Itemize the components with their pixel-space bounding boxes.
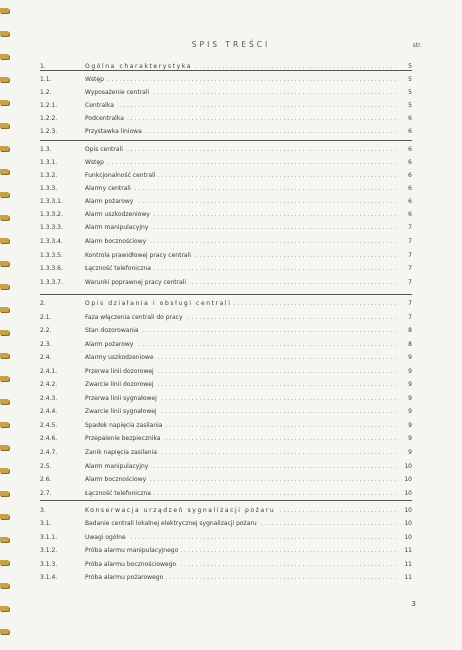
toc-entry-title: Wstęp: [85, 159, 107, 166]
toc-entry: [40, 448, 412, 458]
toc-entry-page: 5: [408, 102, 412, 109]
toc-entry-page: 9: [408, 395, 412, 402]
toc-entry: [40, 475, 412, 485]
toc-entry-page: 10: [404, 490, 412, 497]
page-column-header: str.: [412, 42, 422, 49]
toc-entry-title: Alarmy uszkodzeniowe: [85, 354, 157, 361]
toc-entry-title: Przerwa linii sygnałowej: [85, 395, 160, 402]
toc-entry-page: 6: [408, 146, 412, 153]
toc-entry-title: Zwarcie linii sygnałowej: [85, 408, 160, 415]
toc-entry-title: Konserwacja urządzeń sygnalizacji pożaru: [85, 507, 278, 514]
leader-dots: [85, 75, 398, 85]
toc-entry-title: Alarm bocznościowy: [85, 238, 149, 245]
toc-entry: [40, 533, 412, 543]
toc-entry-page: 9: [408, 368, 412, 375]
toc-entry-page: 5: [408, 63, 412, 70]
toc-entry-page: 7: [408, 279, 412, 286]
toc-entry-page: 6: [408, 159, 412, 166]
toc-entry-title: Alarm manipulacyjny: [85, 224, 151, 231]
toc-entry-title: Łączność telefoniczna: [85, 490, 154, 497]
toc-entry-title: Podcentralka: [85, 115, 127, 122]
toc-entry: [40, 75, 412, 85]
toc-entry-number: 1.3.3.1.: [40, 198, 63, 205]
toc-entry-page: 5: [408, 76, 412, 83]
toc-entry: [40, 353, 412, 363]
toc-entry: [40, 251, 412, 261]
toc-entry: [40, 127, 412, 137]
toc-entry-title: Próba alarmu pożarowego: [85, 574, 166, 581]
toc-entry: [40, 421, 412, 431]
toc-entry-page: 7: [408, 224, 412, 231]
toc-entry-page: 11: [404, 574, 412, 581]
leader-dots: [85, 145, 398, 155]
toc-entry-number: 1.3.3.3.: [40, 224, 63, 231]
toc-entry-title: Centralka: [85, 102, 117, 109]
toc-entry: [40, 462, 412, 472]
toc-entry-number: 1.3.3.6.: [40, 265, 63, 272]
toc-entry-number: 2.4.7.: [40, 449, 58, 456]
toc-entry-title: Zwarcie linii dozorowej: [85, 381, 157, 388]
toc-entry: [40, 88, 412, 98]
toc-entry-number: 3.1.1.: [40, 534, 58, 541]
toc-entry-page: 6: [408, 198, 412, 205]
toc-entry-title: Badanie centrali lokalnej elektrycznej sygnalizacji pożaru: [85, 520, 260, 527]
toc-entry: [40, 264, 412, 274]
toc-entry-title: Ogólna charakterystyka: [85, 63, 195, 70]
toc-entry-title: Opis centrali: [85, 146, 126, 153]
toc-entry-page: 6: [408, 172, 412, 179]
toc-entry-title: Faza włączenia centrali do pracy: [85, 314, 186, 321]
toc-entry: [40, 326, 412, 336]
toc-entry-page: 7: [408, 265, 412, 272]
page-number: 3: [411, 600, 416, 608]
toc-entry-number: 2.4.1.: [40, 368, 58, 375]
toc-entry-title: Przystawka liniowa: [85, 128, 145, 135]
toc-entry-number: 2.1.: [40, 314, 52, 321]
toc-entry-number: 2.: [40, 300, 46, 307]
toc-entry-number: 1.3.3.7.: [40, 279, 63, 286]
toc-entry-number: 2.6.: [40, 476, 52, 483]
toc-entry-number: 2.4.6.: [40, 435, 58, 442]
toc-entry-title: Próba alarmu bocznościowego: [85, 561, 179, 568]
toc-entry-page: 8: [408, 341, 412, 348]
toc-entry-page: 7: [408, 300, 412, 307]
toc-entry: [40, 171, 412, 181]
toc-entry-title: Stan dozorowania: [85, 327, 142, 334]
toc-entry-title: Alarm bocznościowy: [85, 476, 149, 483]
toc-entry: [40, 278, 412, 288]
toc-entry-number: 1.2.: [40, 89, 52, 96]
toc-entry: [40, 237, 412, 247]
toc-entry-number: 2.3.: [40, 341, 52, 348]
toc-entry: [40, 506, 412, 516]
toc-entry-title: Alarm pożarowy: [85, 198, 136, 205]
toc-entry-title: Alarm uszkodzeniowy: [85, 211, 153, 218]
page-title: SPIS TREŚCI: [191, 40, 271, 49]
toc-entry-number: 1.3.3.4.: [40, 238, 63, 245]
toc-entry-page: 9: [408, 381, 412, 388]
toc-entry-number: 2.4.: [40, 354, 52, 361]
toc-entry-number: 1.3.1.: [40, 159, 58, 166]
toc-entry-title: Funkcjonalność centrali: [85, 172, 158, 179]
toc-entry: [40, 210, 412, 220]
toc-entry: [40, 573, 412, 583]
toc-entry: [40, 407, 412, 417]
toc-entry-number: 2.4.3.: [40, 395, 58, 402]
toc-entry: [40, 519, 412, 529]
leader-dots: [85, 158, 398, 168]
toc-entry-number: 3.1.2.: [40, 547, 58, 554]
toc-entry-page: 9: [408, 449, 412, 456]
toc-entry-number: 1.3.3.5.: [40, 252, 63, 259]
toc-entry-page: 9: [408, 408, 412, 415]
toc-entry: [40, 158, 412, 168]
toc-entry: [40, 145, 412, 155]
toc-entry-number: 3.1.: [40, 520, 52, 527]
toc-entry-title: Warunki poprawnej pracy centrali: [85, 279, 189, 286]
toc-entry-title: Alarm pożarowy: [85, 341, 136, 348]
toc-entry-title: Spadek napięcia zasilania: [85, 422, 165, 429]
toc-entry-title: Łączność telefoniczna: [85, 265, 154, 272]
toc-entry-title: Opis działania i obsługi centrali: [85, 300, 234, 307]
toc-entry-title: Zanik napięcia zasilania: [85, 449, 160, 456]
toc-entry-number: 3.: [40, 507, 46, 514]
toc-entry-page: 11: [404, 547, 412, 554]
toc-entry-number: 1.3.3.: [40, 185, 58, 192]
toc-entry-number: 1.3.3.2.: [40, 211, 63, 218]
toc-entry-page: 9: [408, 422, 412, 429]
toc-entry-title: Alarm manipulacyjny: [85, 463, 151, 470]
toc-entry-page: 10: [404, 534, 412, 541]
toc-entry-number: 2.4.4.: [40, 408, 58, 415]
toc-entry: [40, 197, 412, 207]
toc-entry: [40, 62, 412, 72]
toc-entry-page: 6: [408, 211, 412, 218]
toc-entry-page: 7: [408, 238, 412, 245]
toc-entry-page: 5: [408, 89, 412, 96]
toc-entry: [40, 184, 412, 194]
toc-entry-page: 7: [408, 314, 412, 321]
toc-entry-page: 11: [404, 561, 412, 568]
toc-entry-title: Uwagi ogólne: [85, 534, 129, 541]
toc-entry-number: 2.4.2.: [40, 381, 58, 388]
toc-entry-page: 10: [404, 463, 412, 470]
toc-entry: [40, 340, 412, 350]
toc-entry: [40, 546, 412, 556]
toc-entry-number: 2.5.: [40, 463, 52, 470]
toc-entry-number: 2.7.: [40, 490, 52, 497]
toc-entry-number: 1.2.1.: [40, 102, 58, 109]
toc-entry: [40, 560, 412, 570]
toc-entry-page: 8: [408, 327, 412, 334]
toc-entry: [40, 489, 412, 499]
toc-entry-number: 1.3.2.: [40, 172, 58, 179]
toc-entry: [40, 434, 412, 444]
toc-entry-page: 10: [404, 507, 412, 514]
toc-entry-title: Kontrola prawidłowej pracy centrali: [85, 252, 194, 259]
toc-entry-page: 9: [408, 354, 412, 361]
toc-entry: [40, 101, 412, 111]
toc-entry: [40, 114, 412, 124]
toc-entry-page: 10: [404, 476, 412, 483]
toc-entry-page: 7: [408, 252, 412, 259]
toc-entry-number: 1.2.2.: [40, 115, 58, 122]
toc-entry-number: 3.1.3.: [40, 561, 58, 568]
toc-entry-page: 10: [404, 520, 412, 527]
toc-entry-page: 6: [408, 128, 412, 135]
section-rule: [40, 294, 412, 295]
toc-entry-number: 2.4.5.: [40, 422, 58, 429]
leader-dots: [85, 533, 398, 543]
toc-entry: [40, 394, 412, 404]
toc-entry-number: 1.: [40, 63, 46, 70]
toc-entry: [40, 367, 412, 377]
toc-entry-number: 1.3.: [40, 146, 52, 153]
toc-entry-title: Wstęp: [85, 76, 107, 83]
toc-entry-title: Alarmy centrali: [85, 185, 134, 192]
toc-entry: [40, 313, 412, 323]
toc-entry-number: 1.1.: [40, 76, 52, 83]
toc-entry-page: 6: [408, 185, 412, 192]
section-rule: [40, 500, 412, 501]
toc-entry-number: 2.2.: [40, 327, 52, 334]
toc-entry-title: Przepalenie bezpiecznika: [85, 435, 164, 442]
toc-entry-title: Przerwa linii dozorowej: [85, 368, 157, 375]
toc-entry-number: 3.1.4.: [40, 574, 58, 581]
toc-entry: [40, 223, 412, 233]
section-rule: [40, 140, 412, 141]
leader-dots: [85, 114, 398, 124]
toc-entry-page: 9: [408, 435, 412, 442]
toc-entry: [40, 299, 412, 309]
toc-entry-title: Wyposażenie centrali: [85, 89, 152, 96]
toc-entry: [40, 380, 412, 390]
toc-entry-title: Próba alarmu manipulacyjnego: [85, 547, 181, 554]
leader-dots: [85, 101, 398, 111]
toc-entry-number: 1.2.3.: [40, 128, 58, 135]
toc-entry-page: 6: [408, 115, 412, 122]
